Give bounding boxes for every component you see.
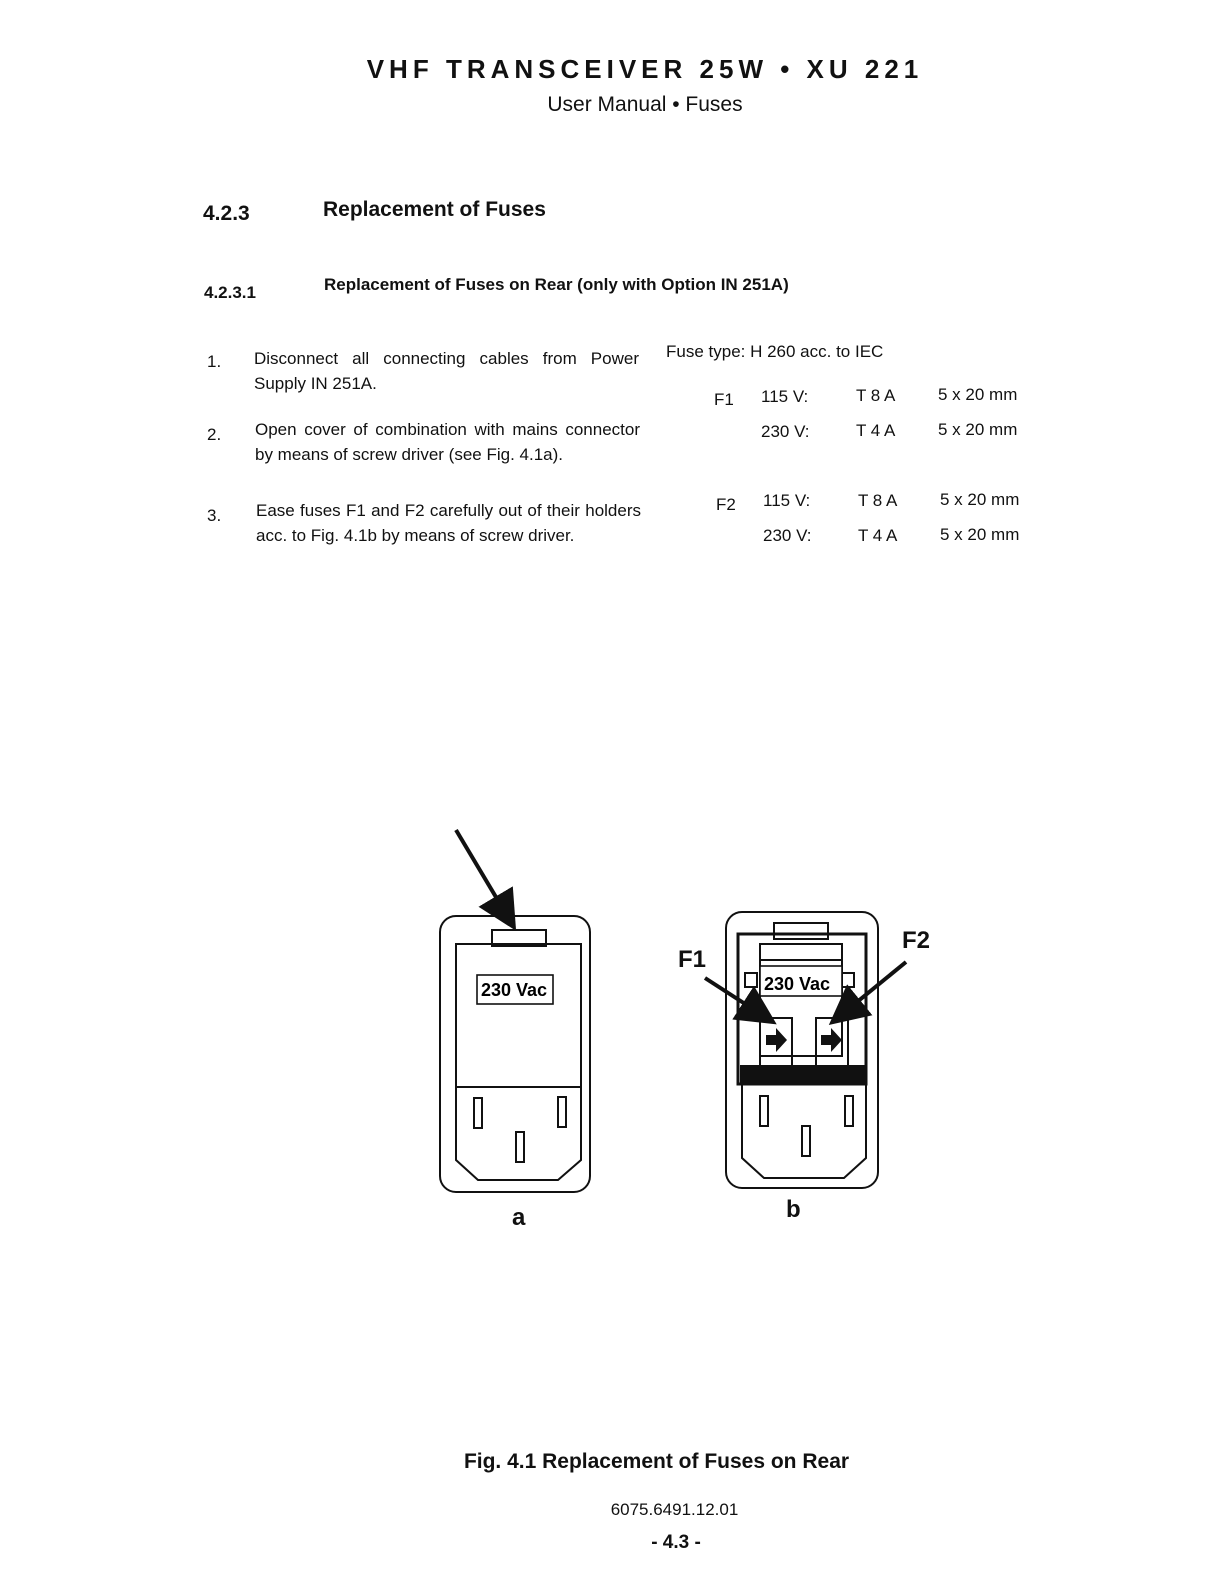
arrow-f2: [835, 962, 906, 1020]
fuse-holder-arrow-f2: [821, 1028, 842, 1052]
fuse-rating: T 4 A: [858, 526, 898, 545]
f2-label: F2: [902, 927, 931, 954]
figure-label-a: a: [512, 1204, 526, 1231]
fuse-type-line: Fuse type: H 260 acc. to IEC: [666, 342, 884, 361]
page-number: - 4.3 -: [651, 1532, 701, 1553]
step-text: Open cover of combination with mains connector by means of screw driver (see Fig. 4.1a).: [255, 420, 640, 464]
step-number: 1.: [207, 352, 222, 371]
document-number: 6075.6491.12.01: [610, 1500, 739, 1519]
fuse-voltage: 230 V:: [761, 422, 810, 441]
step-number: 3.: [207, 506, 222, 525]
fuse-id: F1: [714, 390, 734, 409]
connector-b-band: [740, 1065, 866, 1083]
connector-b: [726, 912, 878, 1188]
document-subtitle: User Manual • Fuses: [547, 93, 743, 116]
fuse-voltage: 230 V:: [763, 526, 812, 545]
connector-a: [440, 916, 590, 1192]
fuse-size: 5 x 20 mm: [940, 490, 1020, 509]
fuse-rating: T 8 A: [858, 491, 898, 510]
fuse-rating: T 4 A: [856, 421, 896, 440]
step-text: Ease fuses F1 and F2 carefully out of their holders acc. to Fig. 4.1b by means of screw driver.: [256, 501, 641, 545]
fuse-voltage: 115 V:: [761, 387, 809, 406]
fuse-rating: T 8 A: [856, 386, 896, 405]
document-title: VHF TRANSCEIVER 25W • XU 221: [366, 54, 924, 84]
voltage-label-b: 230 Vac: [764, 974, 831, 994]
section-title: Replacement of Fuses: [323, 198, 546, 221]
fuse-size: 5 x 20 mm: [940, 525, 1020, 544]
fuse-size: 5 x 20 mm: [938, 420, 1018, 439]
figure-caption: Fig. 4.1 Replacement of Fuses on Rear: [463, 1450, 850, 1473]
fuse-id: F2: [716, 495, 736, 514]
fuse-holder-arrow-f1: [766, 1028, 787, 1052]
step-text: Disconnect all connecting cables from Power Supply IN 251A.: [254, 349, 639, 393]
figure-label-b: b: [786, 1196, 801, 1223]
subsection-title: Replacement of Fuses on Rear (only with Option IN 251A): [324, 275, 789, 294]
voltage-label-a: 230 Vac: [481, 980, 548, 1000]
arrow-a: [456, 830, 512, 924]
fuse-size: 5 x 20 mm: [938, 385, 1018, 404]
subsection-number: 4.2.3.1: [204, 283, 256, 302]
f1-label: F1: [678, 946, 707, 973]
fuse-voltage: 115 V:: [763, 491, 811, 510]
section-number: 4.2.3: [203, 202, 250, 225]
step-number: 2.: [207, 425, 222, 444]
